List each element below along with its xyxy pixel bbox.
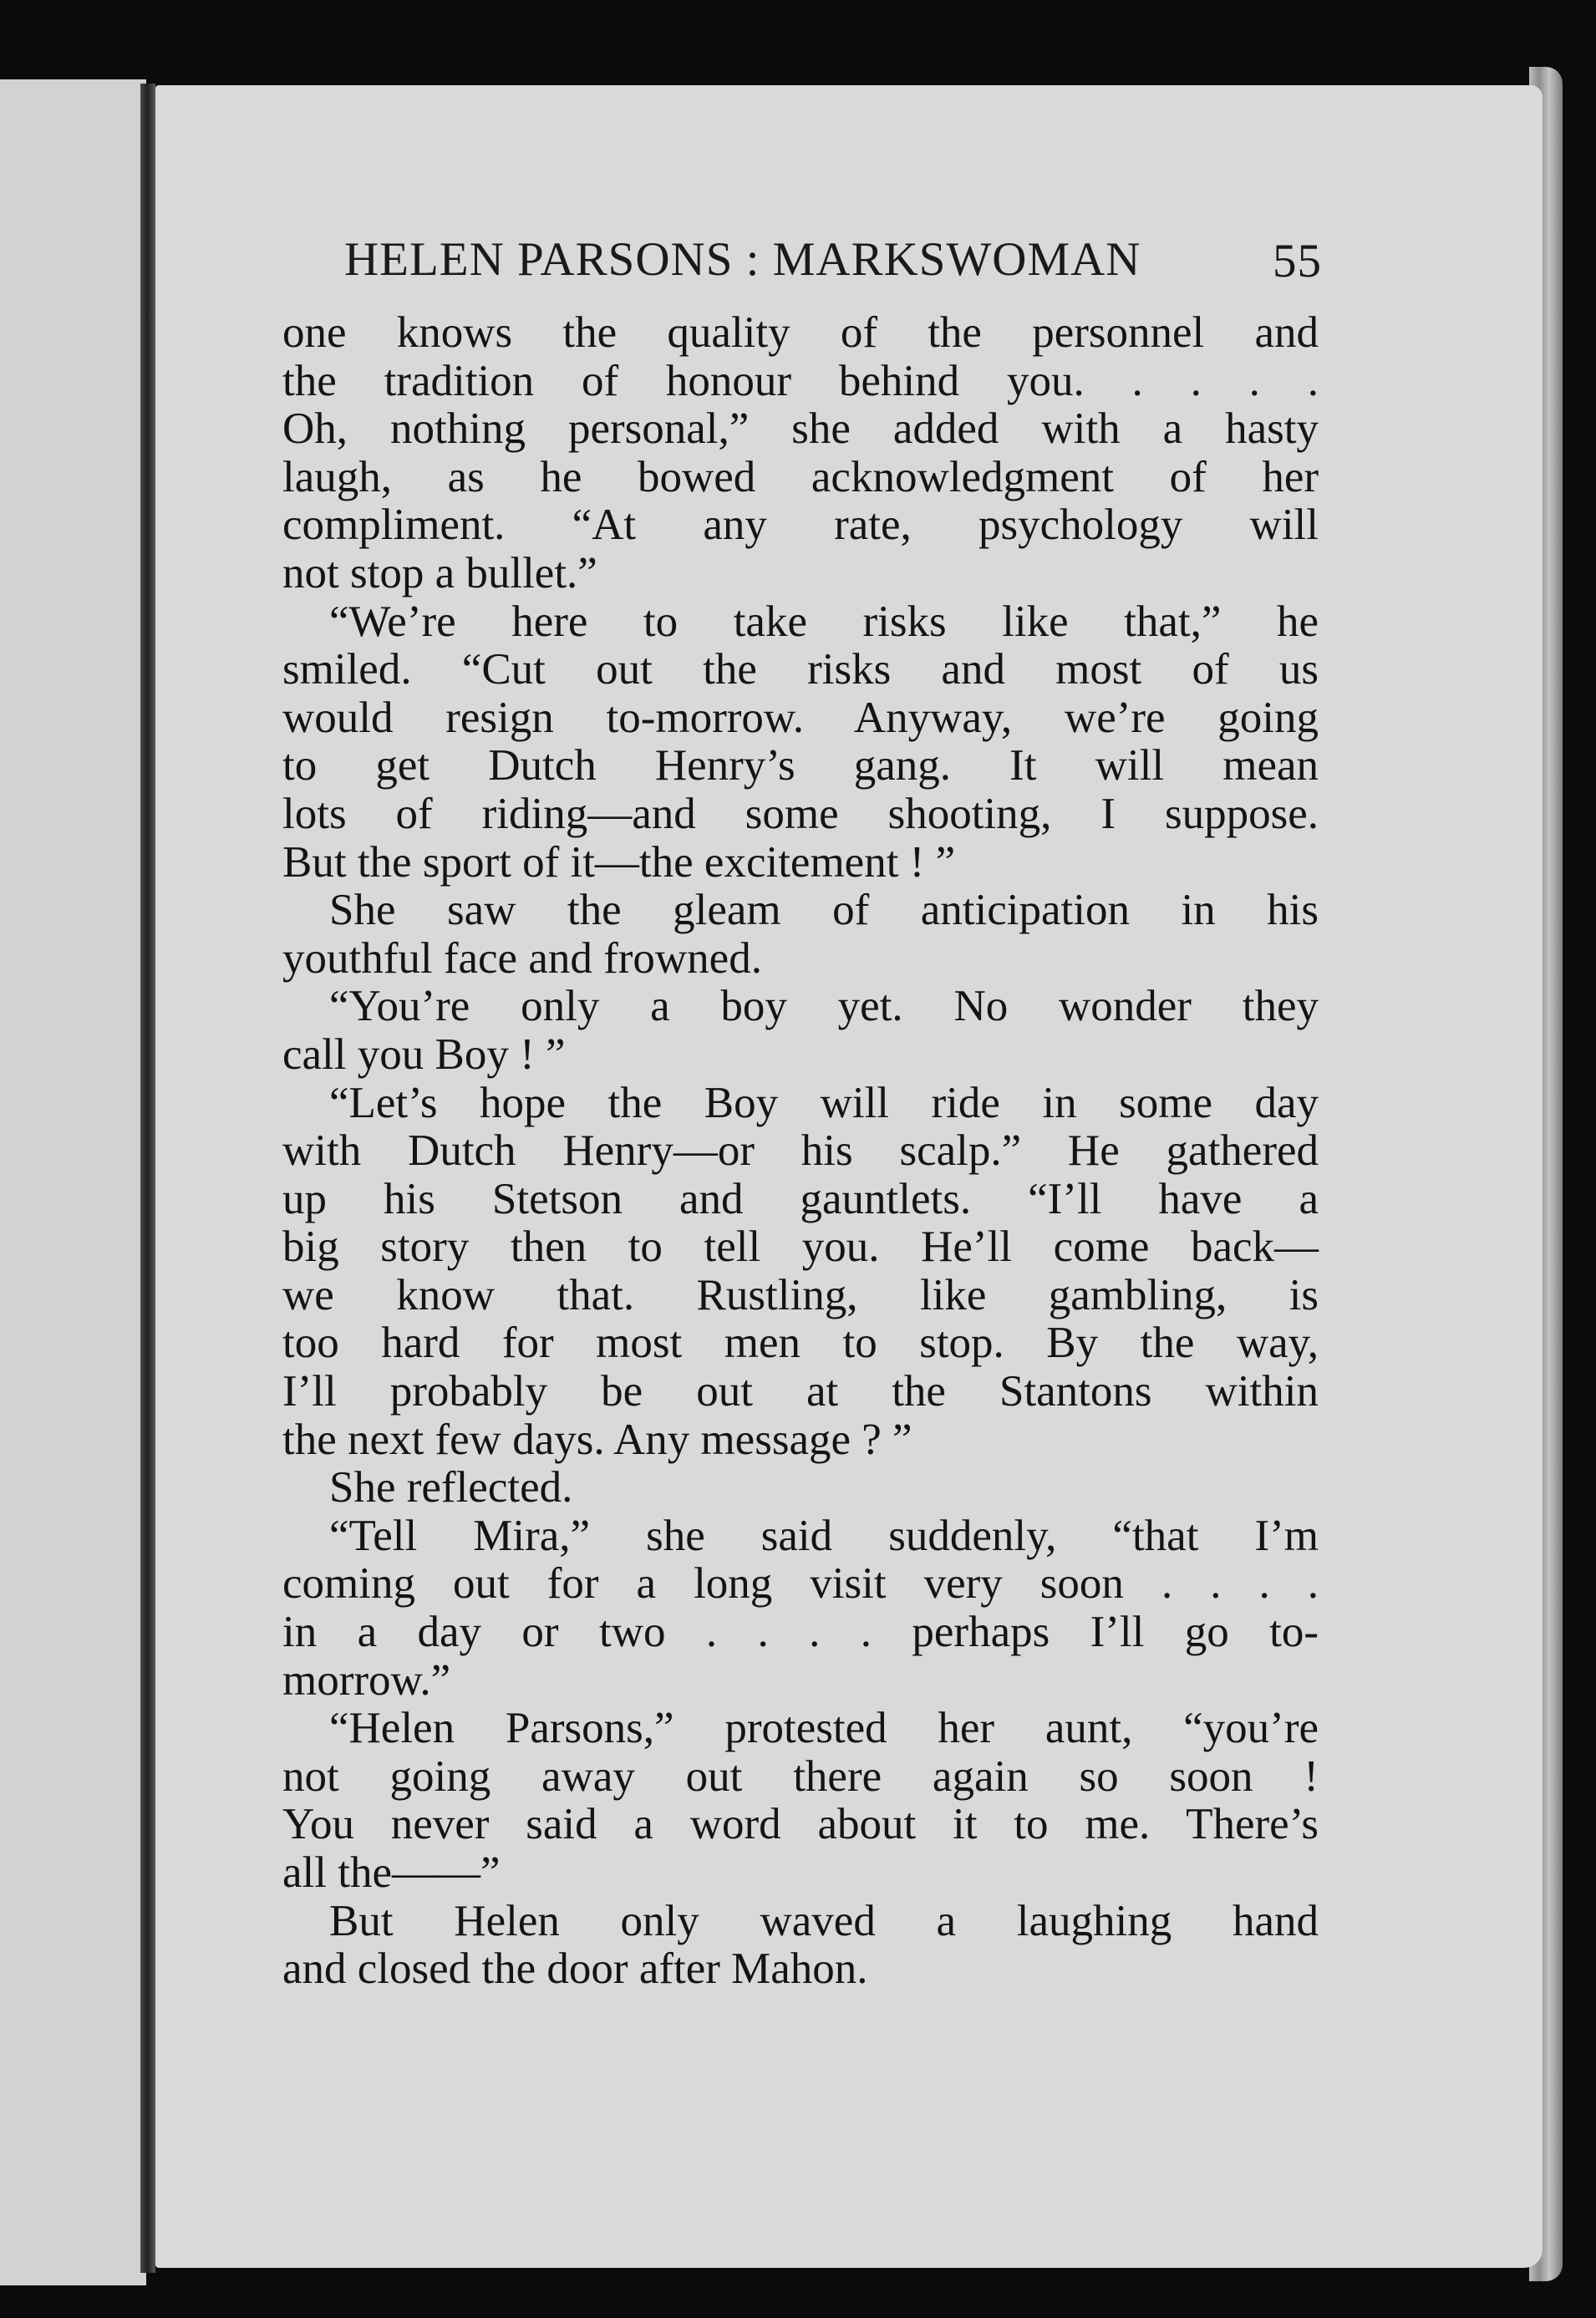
text-line: I’ll probably be out at the Stantons within [282,1367,1319,1416]
text-line: the tradition of honour behind you. . . . . [282,356,1319,405]
text-line: “Tell Mira,” she said suddenly, “that I’m [329,1511,1319,1560]
text-line: to get Dutch Henry’s gang. It will mean [282,741,1319,790]
text-line: morrow.” [282,1655,451,1705]
body-text [282,309,1319,1994]
text-line: youthful face and frowned. [282,933,762,983]
text-line: with Dutch Henry—or his scalp.” He gathered [282,1126,1319,1176]
text-line: “Helen Parsons,” protested her aunt, “you’re [329,1704,1319,1753]
text-line: “You’re only a boy yet. No wonder they [329,982,1319,1031]
page-number: 55 [1273,235,1322,287]
text-line: laugh, as he bowed acknowledgment of her [282,452,1319,501]
text-line: too hard for most men to stop. By the way, [282,1319,1319,1368]
text-line: in a day or two . . . . perhaps I’ll go to- [282,1608,1319,1657]
text-line: compliment. “At any rate, psychology will [282,501,1319,550]
text-line: call you Boy ! ” [282,1029,566,1079]
running-title: HELEN PARSONS : MARKSWOMAN [344,233,1141,286]
text-line: up his Stetson and gauntlets. “I’ll have a [282,1174,1319,1223]
text-line: and closed the door after Mahon. [282,1944,868,1994]
text-line: “Let’s hope the Boy will ride in some day [329,1078,1319,1127]
text-line: She reflected. [329,1463,573,1512]
facing-page-edge [0,79,146,2285]
text-line: “We’re here to take risks like that,” he [329,597,1319,646]
text-line: not stop a bullet.” [282,548,597,597]
text-line: one knows the quality of the personnel and [282,308,1319,357]
text-line: coming out for a long visit very soon . . . . [282,1559,1319,1609]
text-line: would resign to-morrow. Anyway, we’re going [282,693,1319,742]
text-line: But the sport of it—the excitement ! ” [282,837,956,887]
text-line: we know that. Rustling, like gambling, is [282,1270,1319,1319]
text-line: all the——” [282,1848,501,1897]
text-line: lots of riding—and some shooting, I suppose. [282,789,1319,838]
text-line: the next few days. Any message ? ” [282,1415,912,1464]
book-gutter [140,84,155,2273]
text-line: Oh, nothing personal,” she added with a hasty [282,404,1319,454]
running-header [344,232,1322,299]
text-line: smiled. “Cut out the risks and most of us [282,645,1319,694]
text-line: She saw the gleam of anticipation in his [329,886,1319,935]
text-line: You never said a word about it to me. There’s [282,1800,1319,1849]
text-line: big story then to tell you. He’ll come back— [282,1223,1319,1272]
text-line: not going away out there again so soon ! [282,1751,1319,1801]
text-line: But Helen only waved a laughing hand [329,1896,1319,1945]
